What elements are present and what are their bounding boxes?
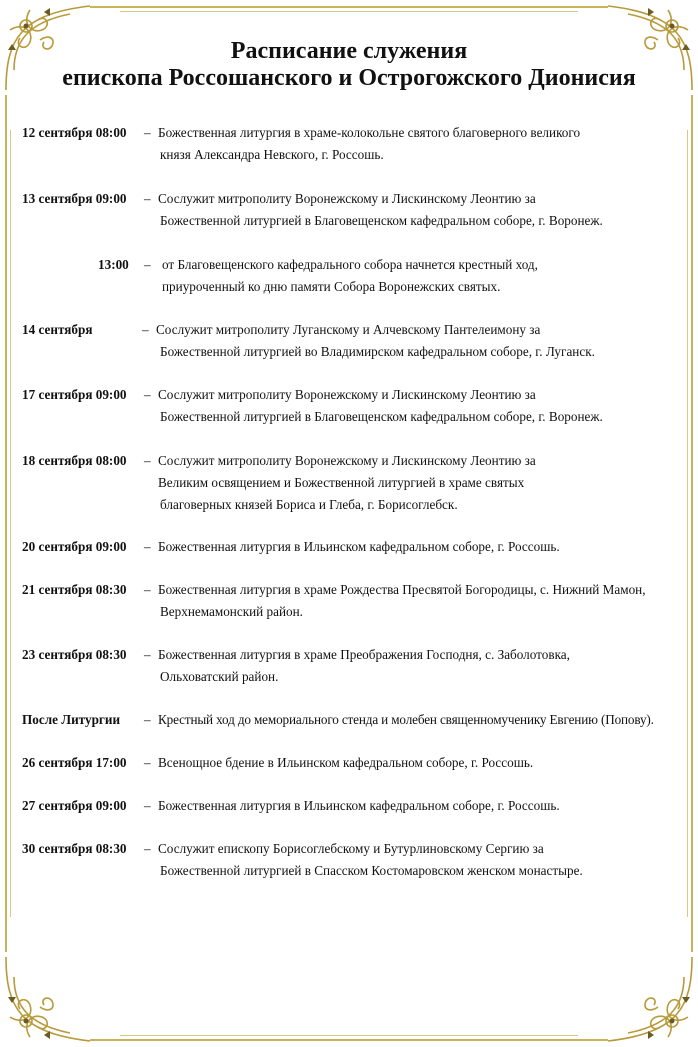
entry-dash: – [144, 647, 151, 662]
frame-border-top [90, 6, 608, 8]
entry-date: 18 сентября 08:00 [22, 453, 127, 468]
entry-line: Сослужит митрополиту Воронежскому и Лискинскому Леонтию за [158, 453, 536, 468]
entry-date: После Литургии [22, 712, 121, 727]
entry-text [158, 644, 570, 688]
entry-text [158, 122, 580, 166]
entry-date: 13 сентября 09:00 [22, 191, 127, 206]
entry-line: Крестный ход до мемориального стенда и молебен священномученику Евгению (Попову). [158, 712, 654, 727]
page-title [0, 38, 698, 92]
entry-date: 27 сентября 09:00 [22, 798, 127, 813]
entry-line: Верхнемамонский район. [160, 604, 303, 619]
frame-border-left-inner [10, 130, 11, 917]
entry-line: Божественной литургией в Благовещенском кафедральном соборе, г. Воронеж. [160, 213, 603, 228]
entry-dash: – [144, 453, 151, 468]
entry-line: Божественная литургия в храме-колокольне святого благоверного великого [158, 125, 581, 140]
entry-text [158, 795, 560, 817]
frame-border-left [5, 95, 7, 952]
entry-date: 30 сентября 08:30 [22, 841, 127, 856]
entry-line: Сослужит митрополиту Воронежскому и Лискинскому Леонтию за [158, 191, 536, 206]
entry-dash: – [144, 798, 151, 813]
entry-line: от Благовещенского кафедрального собора начнется крестный ход, [162, 257, 538, 272]
page-title-line-1: Расписание служения [230, 38, 468, 64]
entry-date: 13:00 [98, 257, 129, 272]
entry-text [158, 188, 603, 232]
entry-text [162, 254, 538, 298]
entry-text [158, 838, 583, 882]
frame-border-right-inner [687, 130, 688, 917]
ornament-corner-bottom-left-icon [0, 947, 100, 1047]
entry-date: 17 сентября 09:00 [22, 387, 127, 402]
entry-line: Сослужит епископу Борисоглебскому и Бутурлиновскому Сергию за [158, 841, 544, 856]
entry-line: Божественная литургия в Ильинском кафедральном соборе, г. Россошь. [158, 539, 560, 554]
entry-dash: – [144, 841, 151, 856]
entry-dash: – [142, 322, 149, 337]
entry-line: Божественной литургией в Благовещенском кафедральном соборе, г. Воронеж. [160, 409, 603, 424]
entry-line: благоверных князей Бориса и Глеба, г. Борисоглебск. [160, 497, 458, 512]
entry-line: Божественная литургия в Ильинском кафедральном соборе, г. Россошь. [158, 798, 560, 813]
entry-dash: – [144, 582, 151, 597]
entry-date: 12 сентября 08:00 [22, 125, 127, 140]
entry-dash: – [144, 712, 151, 727]
entry-text [158, 384, 603, 428]
entry-date: 26 сентября 17:00 [22, 755, 127, 770]
entry-dash: – [144, 125, 151, 140]
frame-border-top-inner [120, 11, 578, 12]
entry-dash: – [144, 191, 151, 206]
entry-text [158, 450, 536, 516]
entry-dash: – [144, 539, 151, 554]
page-title-line-2: епископа Россошанского и Острогожского Дионисия [62, 65, 636, 91]
entry-line: князя Александра Невского, г. Россошь. [160, 147, 384, 162]
entry-text [158, 536, 560, 558]
entry-line: Всенощное бдение в Ильинском кафедральном соборе, г. Россошь. [158, 755, 534, 770]
entry-line: Ольховатский район. [160, 669, 279, 684]
entry-date: 21 сентября 08:30 [22, 582, 127, 597]
ornament-corner-bottom-right-icon [598, 947, 698, 1047]
entry-date: 20 сентября 09:00 [22, 539, 127, 554]
frame-border-right [691, 95, 693, 952]
entry-line: Сослужит митрополиту Луганскому и Алчевскому Пантелеимону за [156, 322, 541, 337]
entry-line: Сослужит митрополиту Воронежскому и Лискинскому Леонтию за [158, 387, 536, 402]
entry-line: Великим освящением и Божественной литургией в храме святых [158, 475, 525, 490]
frame-border-bottom [90, 1039, 608, 1041]
entry-line: Божественной литургией во Владимирском кафедральном соборе, г. Луганск. [160, 344, 595, 359]
entry-date: 23 сентября 08:30 [22, 647, 127, 662]
entry-line: Божественная литургия в храме Рождества Пресвятой Богородицы, с. Нижний Мамон, [158, 582, 646, 597]
entry-text [156, 319, 595, 363]
entry-line: Божественная литургия в храме Преображения Господня, с. Заболотовка, [158, 647, 570, 662]
entry-line: Божественной литургией в Спасском Костомаровском женском монастыре. [160, 863, 583, 878]
frame-border-bottom-inner [120, 1035, 578, 1036]
entry-dash: – [144, 387, 151, 402]
entry-text [158, 579, 646, 623]
entry-dash: – [144, 755, 151, 770]
entry-text [158, 752, 533, 774]
entry-line: приуроченный ко дню памяти Собора Воронежских святых. [162, 279, 501, 294]
entry-dash: – [144, 257, 151, 272]
entry-date: 14 сентября [22, 322, 93, 337]
entry-text [158, 709, 654, 731]
